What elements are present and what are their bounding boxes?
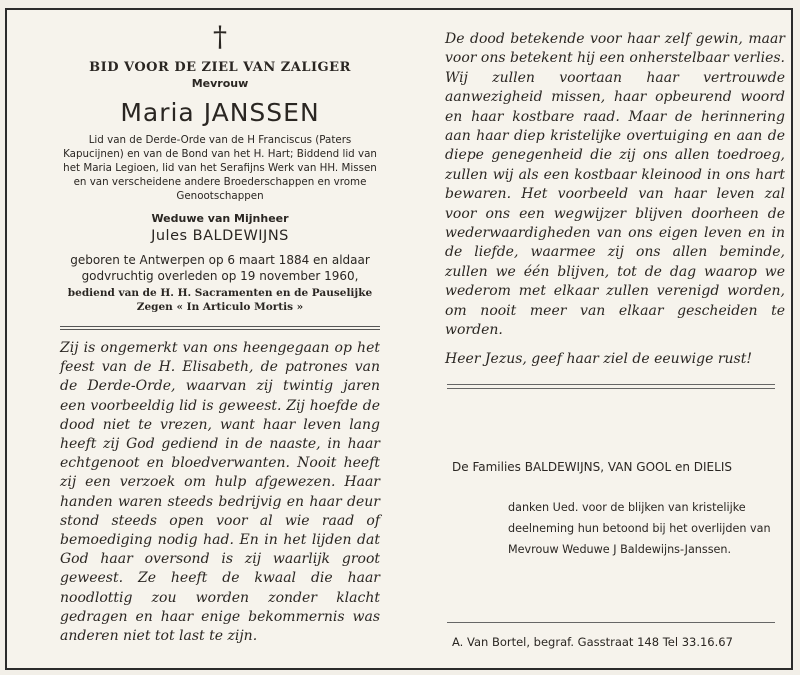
divider: [60, 329, 380, 330]
divider: [447, 622, 775, 623]
divider: [447, 388, 775, 389]
widow-of: Weduwe van Mijnheer: [151, 212, 289, 225]
prayer-heading: BID VOOR DE ZIEL VAN ZALIGER: [89, 60, 351, 75]
thanks-text: danken Ued. voor de blijken van kristelijke deelneming hun betoond bij het overlijden van Mevrouw Weduwe J Baldewijns-Janssen.: [508, 501, 771, 556]
sacraments: bediend van de H. H. Sacramenten en de Pauselijke Zegen « In Articulo Mortis »: [67, 287, 373, 313]
cross-icon: †: [213, 20, 227, 53]
printer-credit: A. Van Bortel, begraf. Gasstraat 148 Tel 33.16.67: [452, 635, 733, 649]
tribute-text-left: Zij is ongemerkt van ons heengegaan op het feest van de H. Elisabeth, de patrones van de Derde-Orde, waarvan zij twintig jaren een voorbeeldig lid is geweest. Zij hoefde de dood niet te vrezen, want haar leven lang heeft zij God gediend in de naaste, in haar echtgenoot en bloedverwanten. Nooit heeft zij een verzoek om hulp afgewezen. Haar handen waren steeds bedrijvig en haar deur stond steeds open voor al wie raad of bemoediging nodig had. En in het lijden dat God haar oversond is zij waarlijk groot geweest. Ze heeft de kwaal die haar noodlottig zou worden zonder klacht gedragen en haar enige bekommernis was anderen niet tot last te zijn.: [60, 340, 380, 645]
divider: [447, 384, 775, 385]
membership-text: Lid van de Derde-Orde van de H Franciscus (Paters Kapucijnen) en van de Bond van het H. Hart; Biddend lid van het Maria Legioen, lid van het Serafijns Werk van HH. Missen en van verscheidene andere Broederschappen en vrome Genootschappen: [63, 134, 377, 202]
families-line: De Families BALDEWIJNS, VAN GOOL en DIELIS: [452, 460, 732, 474]
closing-prayer: Heer Jezus, geef haar ziel de eeuwige rust!: [445, 350, 752, 367]
honorific: Mevrouw: [191, 77, 249, 90]
husband-name: Jules BALDEWIJNS: [151, 228, 289, 244]
right-column: [445, 30, 785, 367]
life-dates: geboren te Antwerpen op 6 maart 1884 en aldaar godvruchtig overleden op 19 november 1960,: [70, 253, 370, 283]
divider: [60, 326, 380, 327]
tribute-text-right: De dood betekende voor haar zelf gewin, maar voor ons betekent hij een onherstelbaar verlies. Wij zullen voortaan haar vertrouwde aanwezigheid missen, haar opbeurend woord en haar kostbare raad. Maar de herinnering aan haar diep kristelijke overtuiging en aan de diepe genegenheid die zij ons allen toedroeg, zullen wij als een kostbaar kleinood in ons hart bewaren. Het voorbeeld van haar leven zal voor ons een wegwijzer blijven doorheen de wederwaardigheden van ons eigen leven en in de liefde, waarmee zij ons allen beminde, zullen we één blijven, tot de dag waarop we wederom met elkaar zullen verenigd worden, om nooit meer van elkaar gescheiden te worden.: [445, 31, 785, 339]
left-column: [60, 22, 380, 646]
deceased-name: Maria JANSSEN: [120, 98, 320, 127]
